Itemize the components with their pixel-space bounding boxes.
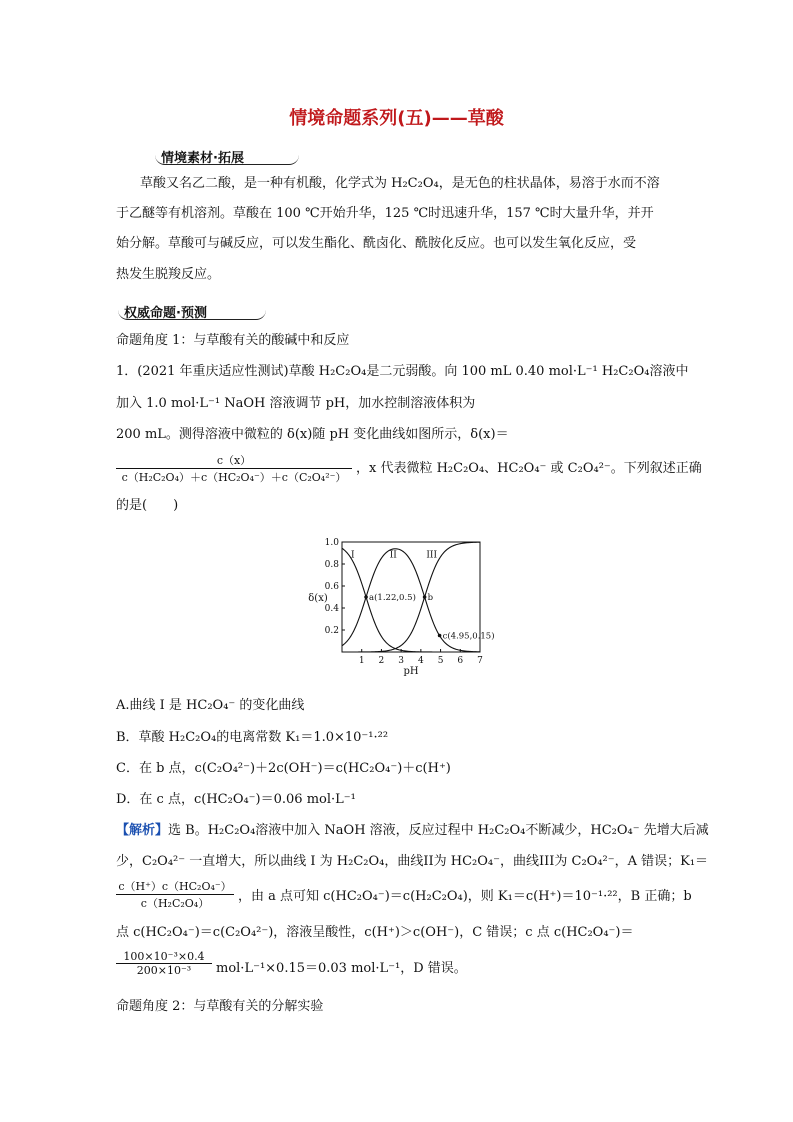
question-line-5: 的是( ) [116, 498, 179, 513]
curve-label: II [389, 550, 397, 561]
delta-fraction-denominator: c（H₂C₂O₄）＋c（HC₂O₄⁻）＋c（C₂O₄²⁻） [116, 468, 352, 485]
annotation-label: b [427, 593, 434, 603]
delta-fraction [116, 452, 352, 485]
k1-numerator: c（H⁺）c（HC₂O₄⁻） [118, 880, 232, 893]
intro-line-3: 始分解。草酸可与碱反应，可以发生酯化、酰卤化、酰胺化反应。也可以发生氧化反应，受 [116, 236, 637, 251]
y-tick-label: 0.2 [324, 626, 339, 636]
x-axis-label: pH [403, 666, 419, 677]
annotation-point [364, 595, 368, 599]
k1-fraction [116, 878, 234, 911]
annotation-label: a(1.22,0.5) [369, 593, 416, 603]
y-tick-label: 0.8 [324, 560, 339, 570]
y-tick-label: 0.4 [324, 604, 339, 614]
delta-fraction-numerator: c（x） [216, 454, 252, 467]
d-denominator: 200×10⁻³ [116, 963, 212, 977]
question-line-1: 1．(2021 年重庆适应性测试)草酸 H₂C₂O₄是二元弱酸。向 100 mL 0.40 mol·L⁻¹ H₂C₂O₄溶液中 [116, 364, 689, 379]
curve-label: III [426, 550, 438, 561]
x-tick-label: 4 [417, 656, 424, 666]
question-line-2: 加入 1.0 mol·L⁻¹ NaOH 溶液调节 pH，加水控制溶液体积为 [116, 396, 476, 411]
analysis-line-5: mol·L⁻¹×0.15＝0.03 mol·L⁻¹，D 错误。 [216, 961, 467, 976]
section-tag-prediction: 权威命题·预测 [118, 302, 266, 320]
d-fraction [116, 950, 212, 977]
analysis-line-2: 少，C₂O₄²⁻ 一直增大，所以曲线 I 为 H₂C₂O₄，曲线II为 HC₂O₄⁻，曲线III为 C₂O₄²⁻，A 错误；K₁＝ [116, 854, 709, 869]
question-line-3: 200 mL。测得溶液中微粒的 δ(x)随 pH 变化曲线如图所示，δ(x)＝ [116, 427, 509, 442]
page-title: 情境命题系列(五)——草酸 [289, 108, 504, 129]
annotation-point [423, 595, 427, 599]
angle-1-heading: 命题角度 1：与草酸有关的酸碱中和反应 [116, 333, 350, 348]
k1-denominator: c（H₂C₂O₄） [116, 894, 234, 911]
d-numerator: 100×10⁻³×0.4 [123, 950, 205, 963]
annotation-point [438, 634, 442, 638]
intro-line-4: 热发生脱羧反应。 [116, 267, 221, 282]
option-a: A.曲线 I 是 HC₂O₄⁻ 的变化曲线 [116, 698, 305, 713]
option-c: C．在 b 点，c(C₂O₄²⁻)＋2c(OH⁻)＝c(HC₂O₄⁻)＋c(H⁺) [116, 761, 451, 776]
distribution-chart [300, 532, 500, 682]
intro-line-1: 草酸又名乙二酸，是一种有机酸，化学式为 H₂C₂O₄，是无色的柱状晶体，易溶于水而不溶 [140, 176, 660, 191]
intro-line-2: 于乙醚等有机溶剂。草酸在 100 ℃开始升华，125 ℃时迅速升华，157 ℃时大量升华，并开 [116, 206, 654, 221]
x-tick-label: 2 [378, 656, 385, 666]
curve-label: I [351, 550, 355, 561]
y-tick-label: 0.6 [324, 582, 339, 592]
option-b: B．草酸 H₂C₂O₄的电离常数 K₁＝1.0×10⁻¹·²² [116, 730, 389, 745]
x-tick-label: 3 [398, 656, 405, 666]
x-tick-label: 6 [457, 656, 464, 666]
section-tag-material: 情境素材·拓展 [155, 147, 299, 165]
annotation-label: c(4.95,0.15) [442, 631, 495, 642]
x-tick-label: 1 [358, 656, 365, 666]
angle-2-heading: 命题角度 2：与草酸有关的分解实验 [116, 999, 324, 1014]
y-tick-label: 1.0 [324, 538, 339, 548]
option-d: D．在 c 点，c(HC₂O₄⁻)＝0.06 mol·L⁻¹ [116, 792, 356, 807]
question-line-4: ，x 代表微粒 H₂C₂O₄、HC₂O₄⁻ 或 C₂O₄²⁻。下列叙述正确 [356, 461, 702, 476]
analysis-text-1: 选 B。H₂C₂O₄溶液中加入 NaOH 溶液，反应过程中 H₂C₂O₄不断减少，HC₂O₄⁻ 先增大后减 [168, 823, 709, 838]
analysis-line-3: ，由 a 点可知 c(HC₂O₄⁻)＝c(H₂C₂O₄)，则 K₁＝c(H⁺)＝10⁻¹·²²，B 正确；b [238, 889, 692, 904]
y-axis-label: δ(x) [308, 593, 328, 604]
analysis-line-4: 点 c(HC₂O₄⁻)＝c(C₂O₄²⁻)，溶液呈酸性，c(H⁺)＞c(OH⁻)，C 错误；c 点 c(HC₂O₄⁻)＝ [116, 925, 634, 940]
analysis-label: 【解析】 [116, 823, 169, 838]
chart-annotations [364, 592, 494, 642]
analysis-line-1 [116, 822, 709, 840]
x-tick-label: 5 [437, 656, 444, 666]
x-tick-label: 7 [477, 656, 483, 666]
